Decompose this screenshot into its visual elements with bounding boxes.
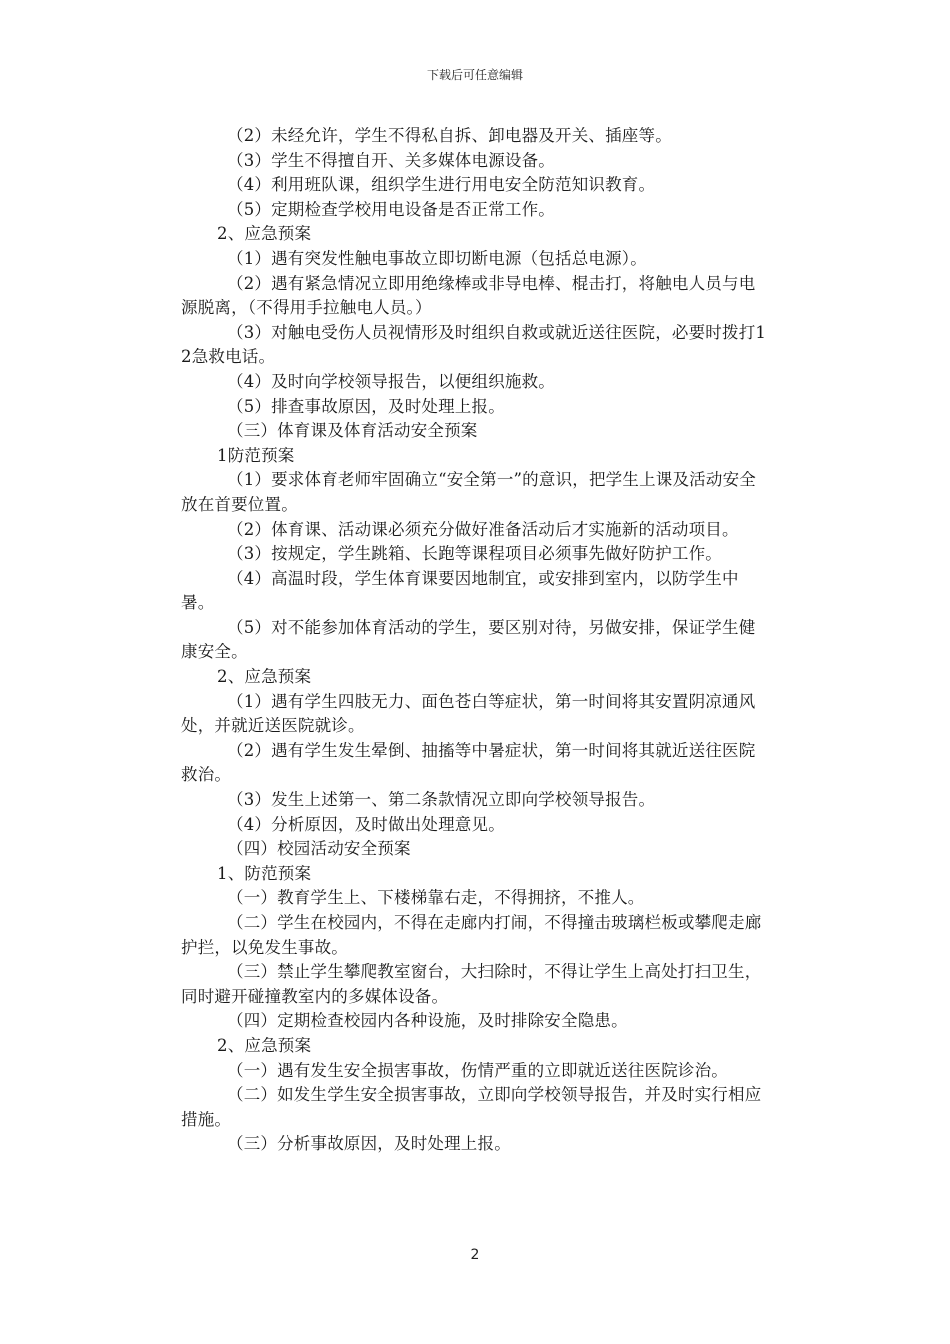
paragraph: 1防范预案 [217,445,295,465]
paragraph: 2、应急预案 [217,667,312,687]
paragraph: （二）如发生学生安全损害事故，立即向学校领导报告，并及时实行相应措施。 [181,1085,762,1129]
paragraph: （1）要求体育老师牢固确立“安全第一”的意识，把学生上课及活动安全放在首要位置。 [181,470,756,514]
paragraph: （5）定期检查学校用电设备是否正常工作。 [227,199,555,219]
paragraph: （一）遇有发生安全损害事故，伤情严重的立即就近送往医院诊治。 [227,1060,728,1080]
paragraph: （4）利用班队课，组织学生进行用电安全防范知识教育。 [227,175,656,195]
paragraph: （三）禁止学生攀爬教室窗台，大扫除时，不得让学生上高处打扫卫生，同时避开碰撞教室内的多媒体设备。 [181,962,762,1006]
paragraph: （1）遇有学生四肢无力、面色苍白等症状，第一时间将其安置阴凉通风处，并就近送医院就诊。 [181,691,756,736]
paragraph: （2）遇有学生发生晕倒、抽搐等中暑症状，第一时间将其就近送往医院救治。 [181,740,756,785]
paragraph: （2）体育课、活动课必须充分做好准备活动后才实施新的活动项目。 [227,519,739,539]
paragraph: （3）发生上述第一、第二条款情况立即向学校领导报告。 [227,790,656,810]
page-header: 下载后可任意编辑 [426,68,523,82]
paragraph: （四）校园活动安全预案 [227,839,411,859]
paragraph: （2）遇有紧急情况立即用绝缘棒或非导电棒、棍击打，将触电人员与电源脱离，（不得用手拉触电人员。） [181,273,756,318]
paragraph: 2、应急预案 [217,1035,312,1055]
paragraph: （二）学生在校园内，不得在走廊内打闹，不得撞击玻璃栏板或攀爬走廊护拦，以免发生事故。 [181,913,762,957]
paragraph: （2）未经允许，学生不得私自拆、卸电器及开关、插座等。 [227,126,672,145]
paragraph: （三）分析事故原因，及时处理上报。 [227,1134,511,1154]
paragraph: （一）教育学生上、下楼梯靠右走，不得拥挤，不推人。 [227,888,645,908]
paragraph: （5）排查事故原因，及时处理上报。 [227,396,505,416]
paragraph: （1）遇有突发性触电事故立即切断电源（包括总电源）。 [227,248,647,268]
paragraph: （3）对触电受伤人员视情形及时组织自救或就近送往医院，必要时拨打12急救电话。 [181,322,767,367]
paragraph: （3）按规定，学生跳箱、长跑等课程项目必须事先做好防护工作。 [227,544,722,564]
paragraph: （三）体育课及体育活动安全预案 [227,421,478,441]
paragraph: （4）分析原因，及时做出处理意见。 [227,814,505,834]
paragraph: 2、应急预案 [217,224,312,244]
paragraph: （4）及时向学校领导报告，以便组织施救。 [227,371,555,391]
page-number: 2 [470,1247,480,1263]
paragraph: （3）学生不得擅自开、关多媒体电源设备。 [227,150,555,170]
paragraph: （四）定期检查校园内各种设施，及时排除安全隐患。 [227,1011,628,1031]
paragraph: （5）对不能参加体育活动的学生，要区别对待，另做安排，保证学生健康安全。 [181,617,756,662]
document-body [181,124,771,1157]
paragraph: （4）高温时段，学生体育课要因地制宜，或安排到室内，以防学生中暑。 [181,568,739,613]
paragraph: 1、防范预案 [217,863,312,883]
